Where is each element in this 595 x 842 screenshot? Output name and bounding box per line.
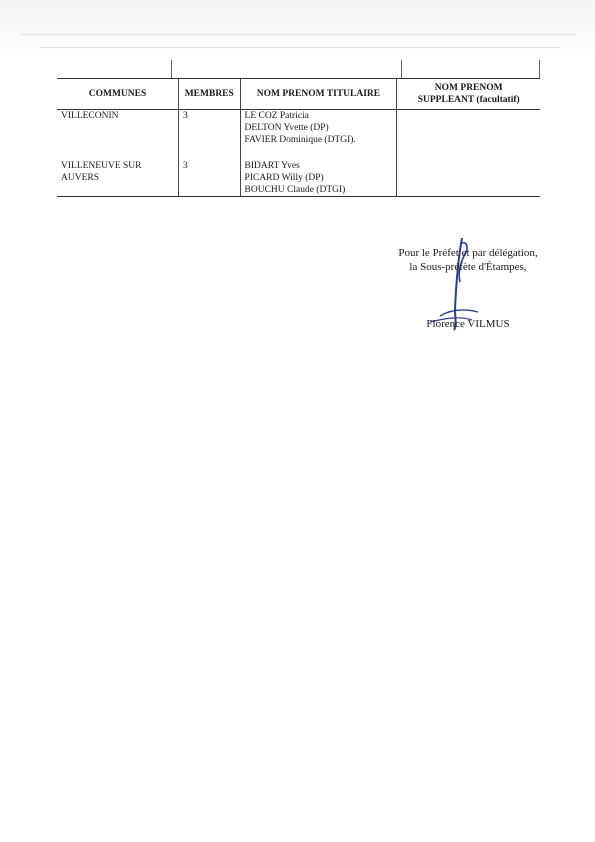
header-communes: COMMUNES (57, 79, 179, 110)
titulaire-name: FAVIER Dominique (DTGI). (244, 135, 356, 145)
membres-cell: 3 (179, 150, 241, 197)
titulaire-name: LE COZ Patricia (244, 111, 309, 121)
header-suppleant: NOM PRENOM SUPPLEANT (facultatif) (397, 79, 540, 110)
table-top-stubs (57, 60, 540, 78)
delegation-line: Pour le Préfet et par délégation, (398, 247, 538, 259)
scan-artifact-line (20, 34, 575, 35)
titulaire-name: PICARD Willy (DP) (244, 173, 324, 183)
table-row (57, 110, 540, 151)
titulaire-name: BOUCHU Claude (DTGI) (244, 185, 346, 195)
titulaire-name: BIDART Yves (244, 161, 300, 171)
members-table (57, 78, 540, 197)
commune-cell: VILLECONIN (61, 111, 119, 121)
table-row (57, 150, 540, 197)
titulaire-name: DELTON Yvette (DP) (244, 123, 329, 133)
column-stub (539, 60, 540, 78)
scan-artifact-line (40, 47, 560, 48)
suppleant-cell (397, 150, 540, 197)
table-header-row (57, 79, 540, 110)
column-stub (401, 60, 402, 78)
column-stub (171, 60, 172, 78)
titulaires-cell (240, 150, 397, 197)
header-titulaire: NOM PRENOM TITULAIRE (240, 79, 397, 110)
titulaires-cell (240, 110, 397, 151)
scan-shading (0, 0, 595, 60)
header-membres: MEMBRES (179, 79, 241, 110)
signature-block (370, 246, 566, 274)
suppleant-cell (397, 110, 540, 151)
sous-prefete-line: la Sous-préfète d'Étampes, (409, 261, 527, 273)
signatory-name: Florence VILMUS (426, 318, 510, 330)
commune-cell: VILLENEUVE SUR AUVERS (57, 150, 179, 197)
membres-cell: 3 (179, 110, 241, 151)
